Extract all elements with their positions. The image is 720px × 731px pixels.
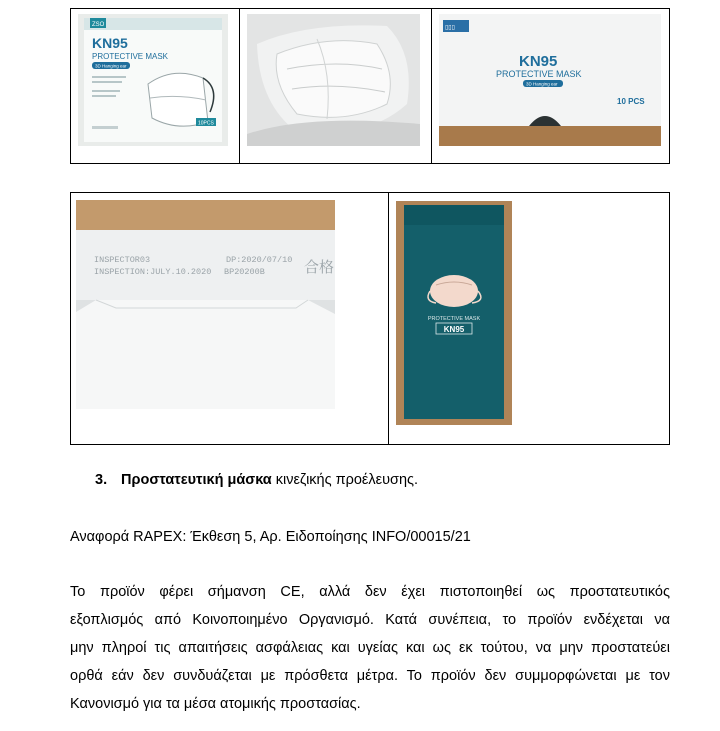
- paragraph-line: Κανονισμό για τα μέσα ατομικής προστασίας.: [70, 696, 361, 712]
- count-label: 10 PCS: [617, 97, 645, 106]
- photo-box-teal: [396, 201, 512, 425]
- photo-box-front: [78, 14, 228, 146]
- dp-date-label: DP:2020/07/10: [226, 255, 293, 265]
- product-name: Προστατευτική μάσκα: [121, 472, 272, 488]
- table-divider: [239, 8, 240, 164]
- tag-label: 3D Hanging ear: [526, 81, 558, 87]
- kn95-label: KN95: [519, 53, 558, 70]
- photo-box-side: [439, 14, 661, 146]
- photo-mask-wrapped: [247, 14, 420, 146]
- kn95-label: KN95: [443, 325, 465, 334]
- protective-mask-label: PROTECTIVE MASK: [496, 69, 582, 79]
- table-divider: [431, 8, 432, 164]
- body-paragraph: [70, 578, 670, 718]
- inspector-label: INSPECTOR03: [94, 255, 151, 265]
- count-label: 10PCS: [198, 120, 214, 127]
- table-divider: [388, 192, 389, 445]
- paragraph-line: ορθά εάν δεν συνδυάζεται με πρόσθετα μέτρα. Το προϊόν δεν συμμορφώνεται με τον: [70, 668, 670, 684]
- paragraph-line: Το προϊόν φέρει σήμανση CE, αλλά δεν έχει πιστοποιηθεί ως προστατευτικός: [70, 584, 670, 600]
- section-number: 3.: [95, 472, 108, 488]
- inspection-date-label: INSPECTION:JULY.10.2020: [94, 267, 212, 277]
- paragraph-line: μην πληροί τις απαιτήσεις ασφάλειας και υγείας και ως εκ τούτου, να μην προστατεύει: [70, 640, 670, 656]
- brand-label: ZSO: [92, 22, 105, 28]
- product-origin: κινεζικής προέλευσης.: [271, 472, 419, 488]
- protective-mask-label: PROTECTIVE MASK: [92, 52, 169, 61]
- protective-mask-label: PROTECTIVE MASK: [427, 316, 481, 322]
- tag-label: 3D Hanging ear: [95, 63, 127, 69]
- svg-text:▯▯▯: ▯▯▯: [445, 25, 455, 31]
- qualified-stamp: 合格: [304, 258, 335, 276]
- paragraph-line: εξοπλισμός από Κοινοποιημένο Οργανισμό. Κατά συνέπεια, το προϊόν ενδέχεται να: [70, 612, 670, 628]
- rapex-reference: Αναφορά RAPEX: Έκθεση 5, Αρ. Ειδοποίησης INFO/00015/21: [70, 529, 471, 545]
- section-heading: [95, 472, 418, 488]
- batch-label: BP20200B: [224, 267, 265, 277]
- kn95-label: KN95: [92, 35, 128, 51]
- photo-box-print: [76, 200, 335, 409]
